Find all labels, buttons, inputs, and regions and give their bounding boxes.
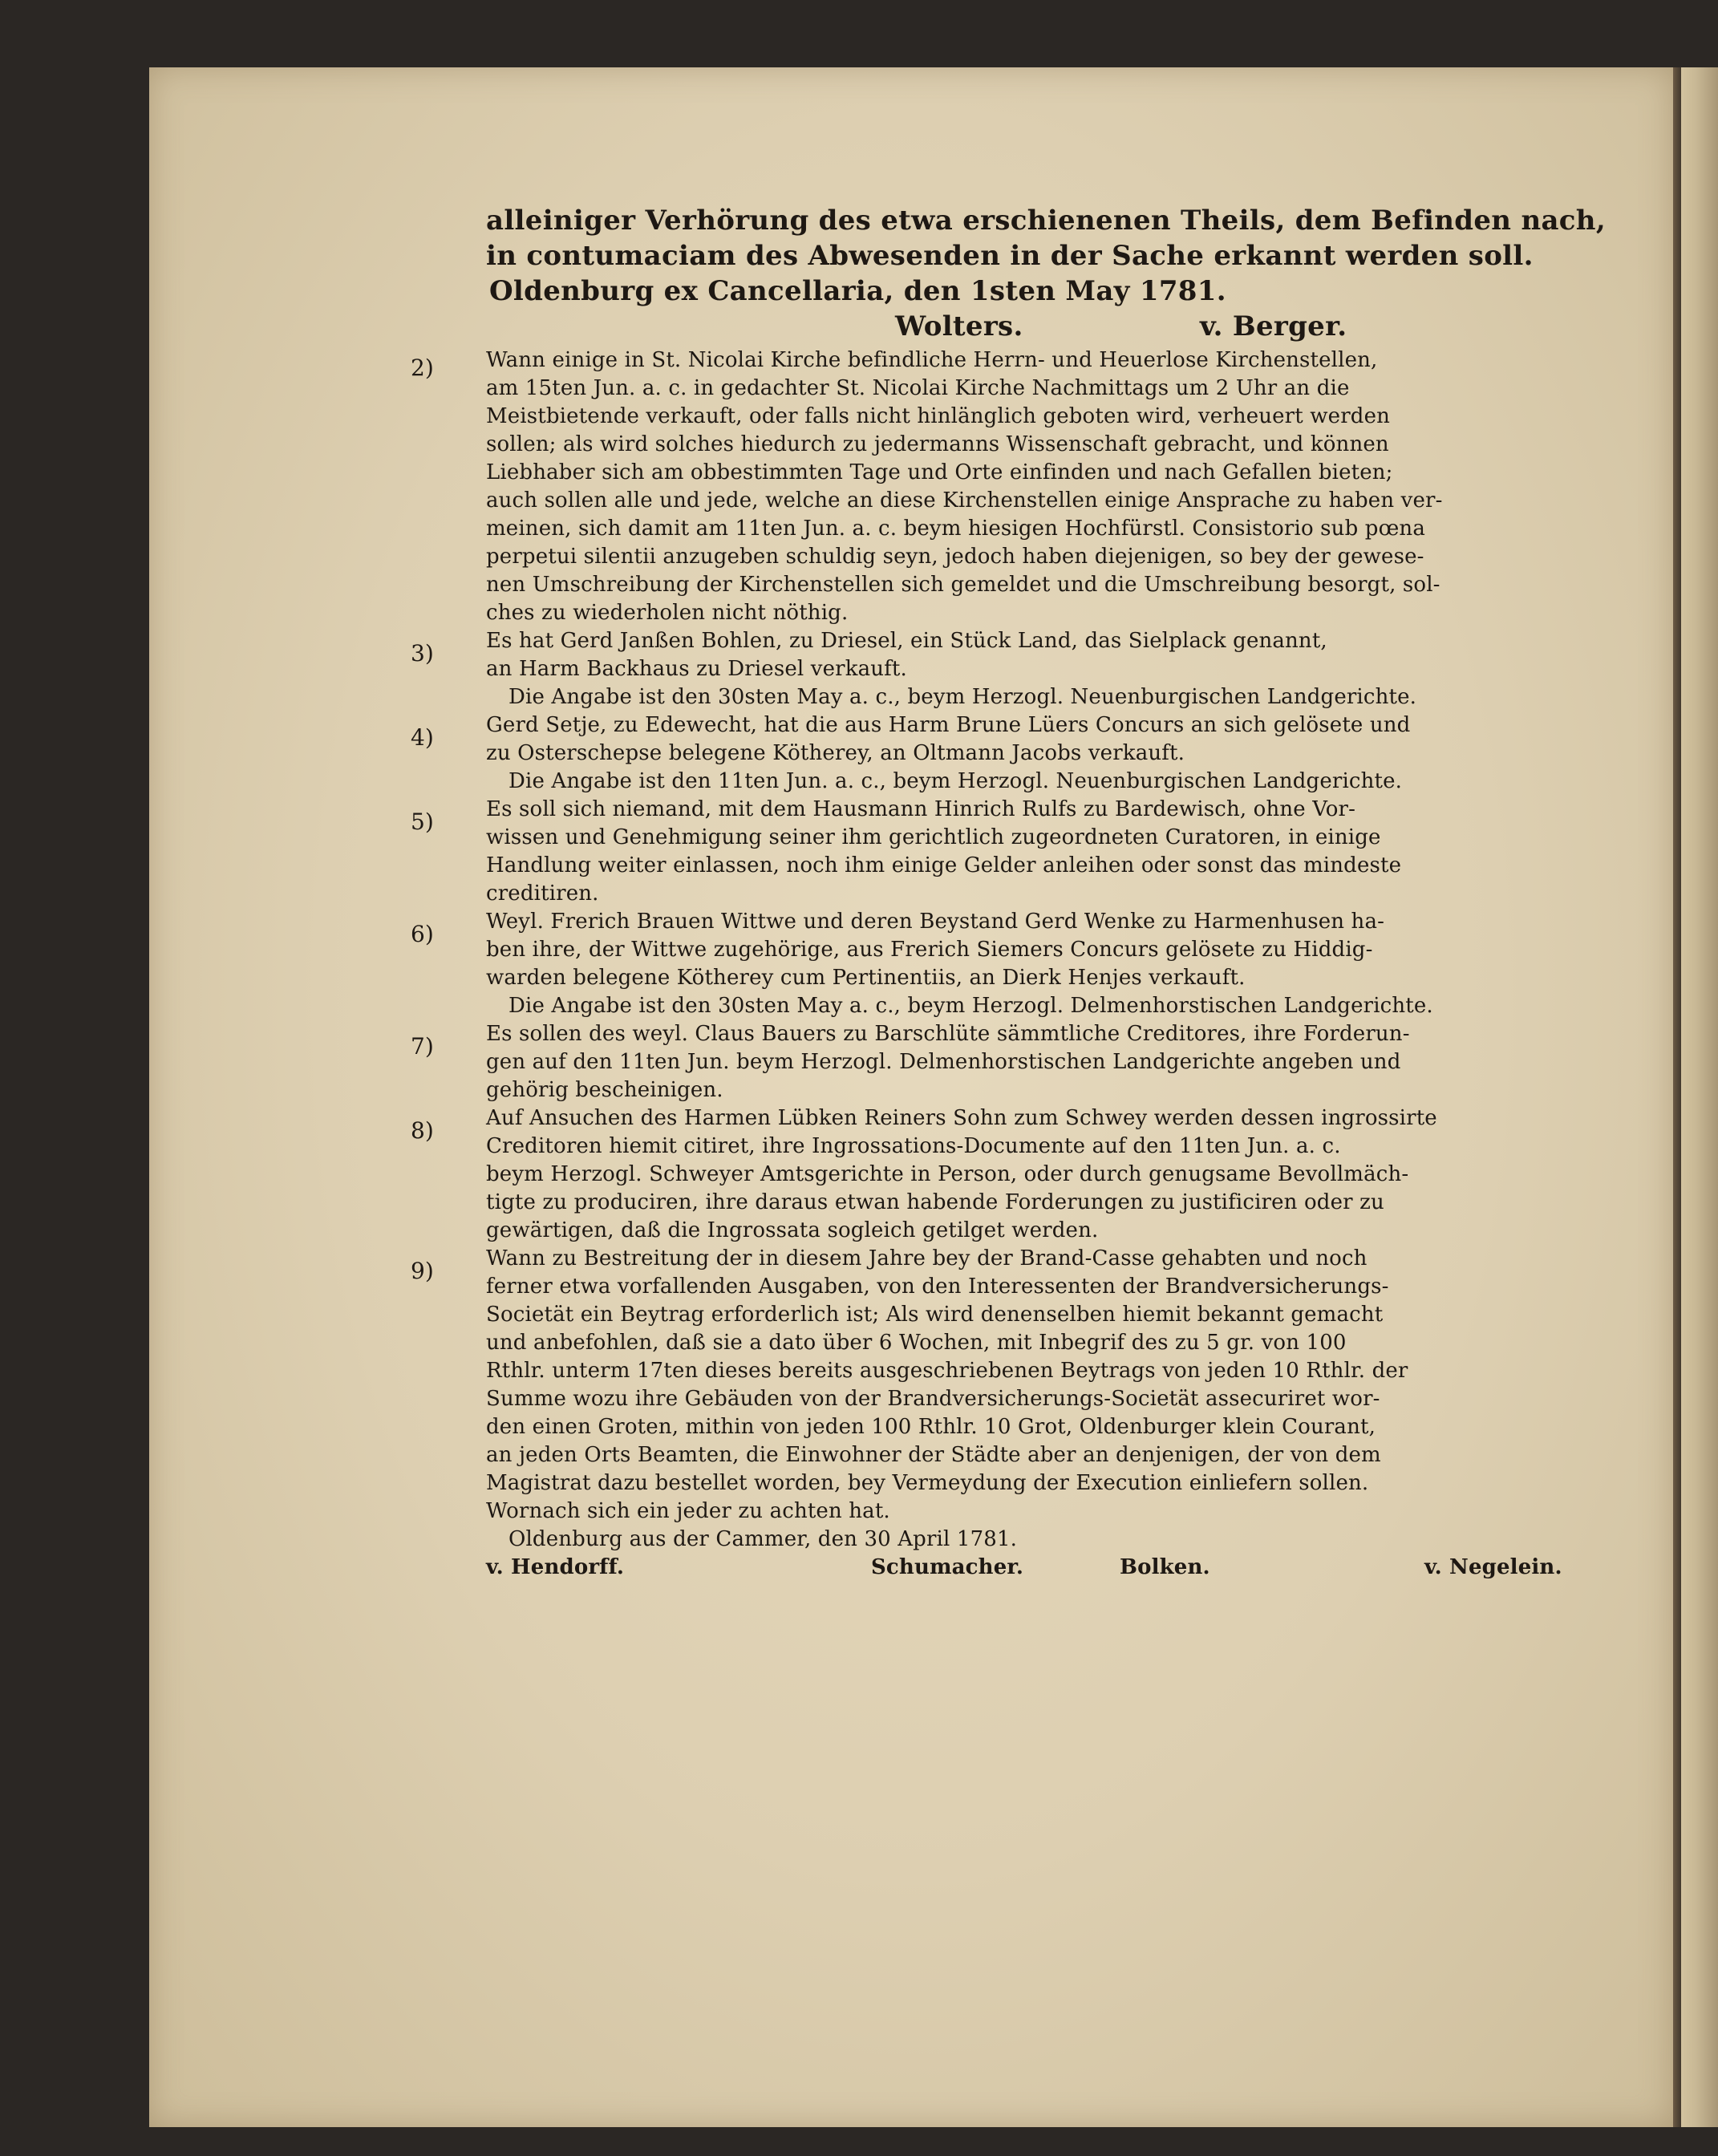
notice-line: auch sollen alle und jede, welche an diese Kirchenstellen einige Ansprache zu haben ver-: [486, 488, 1443, 513]
notice-line: Meistbietende verkauft, oder falls nicht hinlänglich geboten wird, verheuert werden: [486, 404, 1391, 428]
notice-line: Liebhaber sich am obbestimmten Tage und Orte einfinden und nach Gefallen bieten;: [486, 460, 1393, 484]
notice-number: 5): [411, 808, 434, 835]
notice-line: Summe wozu ihre Gebäuden von der Brandversicherungs-Societät assecuriret wor-: [486, 1387, 1380, 1411]
notice-line: creditiren.: [486, 881, 599, 906]
notice-line: Wann zu Bestreitung der in diesem Jahre bey der Brand-Casse gehabten und noch: [486, 1246, 1368, 1270]
notice-line: Wornach sich ein jeder zu achten hat.: [486, 1499, 890, 1523]
notice-7: [411, 1022, 1561, 1108]
signatory-negelein: v. Negelein.: [1424, 1555, 1562, 1579]
notice-line: warden belegene Kötherey cum Pertinentiis, an Dierk Henjes verkauft.: [486, 966, 1246, 990]
notice-line: nen Umschreibung der Kirchenstellen sich gemeldet und die Umschreibung besorgt, sol-: [486, 573, 1440, 597]
notice-line: Gerd Setje, zu Edewecht, hat die aus Harm Brune Lüers Concurs an sich gelösete und: [486, 713, 1411, 737]
notice-line: und anbefohlen, daß sie a dato über 6 Wochen, mit Inbegrif des zu 5 gr. von 100: [486, 1331, 1347, 1355]
notice-line: ches zu wiederholen nicht nöthig.: [486, 601, 849, 625]
notice-line: tigte zu produciren, ihre daraus etwan habende Forderungen zu justificiren oder zu: [486, 1190, 1384, 1214]
notice-line: gen auf den 11ten Jun. beym Herzogl. Delmenhorstischen Landgerichte angeben und: [486, 1050, 1401, 1074]
notice-number: 6): [411, 921, 434, 947]
signatory-hendorff: v. Hendorff.: [486, 1555, 625, 1579]
notice-line: ferner etwa vorfallenden Ausgaben, von den Interessenten der Brandversicherungs-: [486, 1275, 1389, 1299]
notice-line: ben ihre, der Wittwe zugehörige, aus Frerich Siemers Concurs gelösete zu Hiddig-: [486, 938, 1373, 962]
header-line-2: in contumaciam des Abwesenden in der Sache erkannt werden soll.: [486, 240, 1534, 272]
notice-9: [411, 1246, 1562, 1589]
closing-signatures: [486, 1557, 1561, 1589]
notice-4: [411, 713, 1561, 799]
notice-line: sollen; als wird solches hiedurch zu jedermanns Wissenschaft gebracht, und können: [486, 432, 1389, 456]
notice-line: Wann einige in St. Nicolai Kirche befindliche Herrn- und Heuerlose Kirchenstellen,: [486, 348, 1378, 372]
notice-note: Die Angabe ist den 30sten May a. c., beym Herzogl. Delmenhorstischen Landgerichte.: [509, 994, 1433, 1018]
signatory-schumacher: Schumacher.: [871, 1555, 1024, 1579]
notice-line: an jeden Orts Beamten, die Einwohner der Städte aber an denjenigen, der von dem: [486, 1443, 1381, 1467]
notice-number: 3): [411, 640, 434, 667]
signatory-berger: v. Berger.: [1200, 310, 1347, 342]
notice-line: gewärtigen, daß die Ingrossata sogleich getilget werden.: [486, 1218, 1099, 1242]
signatory-bolken: Bolken.: [1120, 1555, 1210, 1579]
notice-note: Die Angabe ist den 30sten May a. c., beym Herzogl. Neuenburgischen Landgerichte.: [509, 685, 1417, 709]
notice-number: 7): [411, 1033, 434, 1060]
notice-line: Creditoren hiemit citiret, ihre Ingrossations-Documente auf den 11ten Jun. a. c.: [486, 1134, 1341, 1158]
header-line-1: alleiniger Verhörung des etwa erschienenen Theils, dem Befinden nach,: [486, 205, 1606, 237]
page-text: [411, 205, 1606, 1589]
adjacent-page-edge: [1681, 67, 1718, 2127]
notice-number: 8): [411, 1117, 434, 1144]
notice-number: 4): [411, 724, 434, 751]
notice-8: [411, 1106, 1561, 1248]
notice-3: [411, 629, 1561, 715]
notice-number: 9): [411, 1258, 434, 1284]
header-dateline: Oldenburg ex Cancellaria, den 1sten May 1781.: [489, 275, 1226, 307]
notice-line: perpetui silentii anzugeben schuldig seyn, jedoch haben diejenigen, so bey der gewese-: [486, 545, 1424, 569]
header-signatures: [486, 310, 1561, 350]
notice-line: Auf Ansuchen des Harmen Lübken Reiners Sohn zum Schwey werden dessen ingrossirte: [486, 1106, 1437, 1130]
notice-line: wissen und Genehmigung seiner ihm gerichtlich zugeordneten Curatoren, in einige: [486, 825, 1381, 849]
notice-number: 2): [411, 355, 434, 381]
notice-note: Die Angabe ist den 11ten Jun. a. c., beym Herzogl. Neuenburgischen Landgerichte.: [509, 769, 1403, 793]
notice-line: am 15ten Jun. a. c. in gedachter St. Nicolai Kirche Nachmittags um 2 Uhr an die: [486, 376, 1350, 400]
notice-line: an Harm Backhaus zu Driesel verkauft.: [486, 657, 907, 681]
notice-line: gehörig bescheinigen.: [486, 1078, 723, 1102]
notice-line: Magistrat dazu bestellet worden, bey Vermeydung der Execution einliefern sollen.: [486, 1471, 1369, 1495]
notice-5: [411, 797, 1561, 911]
closing-dateline: Oldenburg aus der Cammer, den 30 April 1781.: [509, 1527, 1018, 1551]
notice-line: beym Herzogl. Schweyer Amtsgerichte in Person, oder durch genugsame Bevollmäch-: [486, 1162, 1409, 1186]
notice-line: Handlung weiter einlassen, noch ihm einige Gelder anleihen oder sonst das mindeste: [486, 853, 1402, 877]
notice-line: Es soll sich niemand, mit dem Hausmann Hinrich Rulfs zu Bardewisch, ohne Vor-: [486, 797, 1356, 821]
notice-line: den einen Groten, mithin von jeden 100 Rthlr. 10 Grot, Oldenburger klein Courant,: [486, 1415, 1376, 1439]
notice-line: Rthlr. unterm 17ten dieses bereits ausgeschriebenen Beytrags von jeden 10 Rthlr. der: [486, 1359, 1408, 1383]
notice-6: [411, 910, 1561, 1023]
notice-line: Weyl. Frerich Brauen Wittwe und deren Beystand Gerd Wenke zu Harmenhusen ha-: [486, 910, 1385, 934]
notice-2: [411, 348, 1561, 630]
notice-line: Es sollen des weyl. Claus Bauers zu Barschlüte sämmtliche Creditores, ihre Forderun-: [486, 1022, 1410, 1046]
notice-line: meinen, sich damit am 11ten Jun. a. c. beym hiesigen Hochfürstl. Consistorio sub pœna: [486, 517, 1425, 541]
signatory-wolters: Wolters.: [895, 310, 1023, 342]
notice-line: Societät ein Beytrag erforderlich ist; Als wird denenselben hiemit bekannt gemacht: [486, 1303, 1384, 1327]
notice-line: Es hat Gerd Janßen Bohlen, zu Driesel, ein Stück Land, das Sielplack genannt,: [486, 629, 1327, 653]
notice-line: zu Osterschepse belegene Kötherey, an Oltmann Jacobs verkauft.: [486, 741, 1185, 765]
